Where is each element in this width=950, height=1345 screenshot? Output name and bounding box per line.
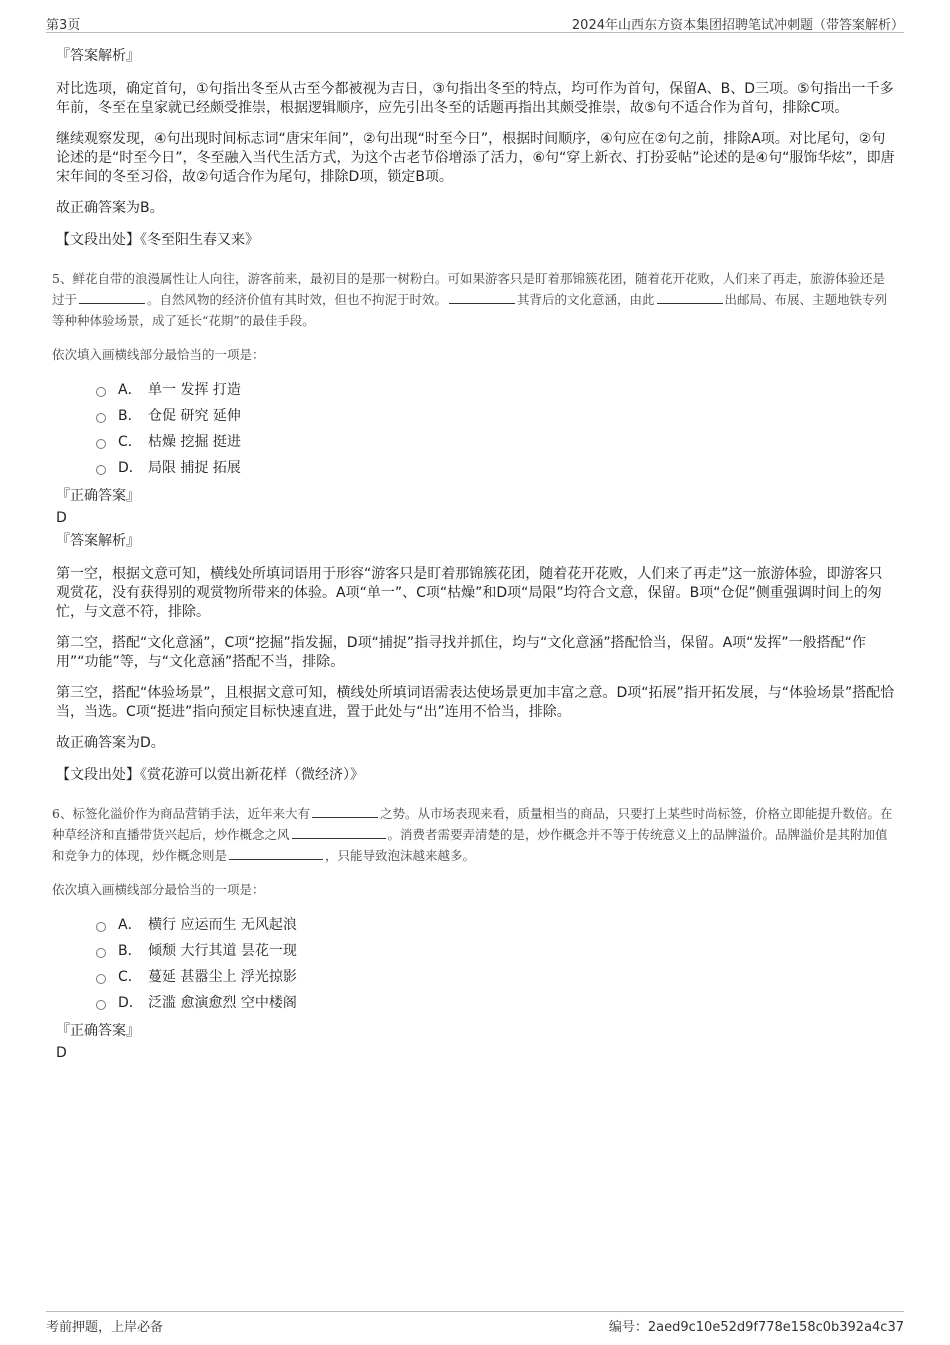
document-body [52,46,896,1066]
q6-options [56,912,896,1016]
q4-conclusion: 故正确答案为B。 [56,200,164,216]
q5-option-a[interactable]: A． 单一 发挥 打造 [96,377,896,403]
radio-icon[interactable] [96,948,106,958]
q5-stem-part-4: 出邮局、布展、主题地铁专列等种种体验场景，成了延长“花期”的最佳手段。 [52,292,888,328]
q6-option-b[interactable]: B． 倾颓 大行其道 昙花一现 [96,938,896,964]
q6-stem-part-1: 6、标签化溢价作为商品营销手法，近年来大有 [52,806,310,821]
page-footer [46,1311,904,1334]
q5-option-d[interactable]: D． 局限 捕捉 拓展 [96,455,896,481]
radio-icon[interactable] [96,1000,106,1010]
q6-option-d[interactable]: D． 泛滥 愈演愈烈 空中楼阁 [96,990,896,1016]
q6-option-a[interactable]: A． 横行 应运而生 无风起浪 [96,912,896,938]
radio-icon[interactable] [96,439,106,449]
q5-option-c[interactable]: C． 枯燥 挖掘 挺进 [96,429,896,455]
q5-answer: D [56,510,67,526]
q6-stem-part-2: 之势。从市场表现来看，质量相当的商品，只要打上某些时尚标签，价格立即能提升数倍。在种草经济和直播带货兴起后，炒作概念之风 [52,806,893,842]
q5-conclusion: 故正确答案为D。 [56,735,165,751]
radio-icon[interactable] [96,413,106,423]
q5-option-b[interactable]: B． 仓促 研究 延伸 [96,403,896,429]
q6-stem-part-4: ，只能导致泡沫越来越多。 [325,848,476,863]
q4-analysis-para-1: 对比选项，确定首句，①句指出冬至从古至今都被视为吉日，③句指出冬至的特点，均可作为首句，保留A、B、D三项。⑤句指出一千多年前，冬至在皇家就已经颇受推崇，根据逻辑顺序，应先引出冬至的话题再指出其颇受推崇，故⑤句不适合作为首句，排除C项。 [56,81,894,116]
q6-blank-2 [292,824,386,839]
q5-blank-3 [657,289,723,304]
q6-blank-1 [312,803,378,818]
q6-stem-part-3: 。消费者需要弄清楚的是，炒作概念并不等于传统意义上的品牌溢价。品牌溢价是其附加值和竞争力的体现，炒作概念则是 [52,827,888,863]
q5-prompt: 依次填入画横线部分最恰当的一项是： [52,347,265,362]
q4-analysis-tag: 『答案解析』 [56,48,140,64]
document-code: 编号：2aed9c10e52d9f778e158c0b392a4c37 [608,1320,904,1335]
radio-icon[interactable] [96,922,106,932]
page-header [46,12,904,33]
radio-icon[interactable] [96,465,106,475]
q4-source: 【文段出处】《冬至阳生春又来》 [56,232,259,248]
q5-answer-tag: 『正确答案』 [56,488,140,504]
q5-options [56,377,896,481]
q5-analysis-tag: 『答案解析』 [56,533,140,549]
page-number: 第3页 [46,18,81,33]
q6-answer: D [56,1045,67,1061]
document-title: 2024年山西东方资本集团招聘笔试冲刺题（带答案解析） [571,18,904,33]
radio-icon[interactable] [96,974,106,984]
q5-analysis-para-2: 第二空，搭配“文化意涵”，C项“挖掘”指发掘，D项“捕捉”指寻找并抓住，均与“文化意涵”搭配恰当，保留。A项“发挥”一般搭配“作用”“功能”等，与“文化意涵”搭配不当，排除。 [56,635,866,670]
q5-stem-part-1: 5、鲜花自带的浪漫属性让人向往，游客前来，最初目的是那一树粉白。可如果游客只是盯着那锦簇花团，随着花开花败，人们来了再走，旅游体验还是过于 [52,271,885,307]
q5-blank-1 [79,289,145,304]
q6-prompt: 依次填入画横线部分最恰当的一项是： [52,882,265,897]
q5-stem-part-2: 。自然风物的经济价值有其时效，但也不拘泥于时效。 [147,292,448,307]
radio-icon[interactable] [96,387,106,397]
q5-stem [52,268,896,331]
q5-stem-part-3: 其背后的文化意涵，由此 [517,292,655,307]
q6-answer-tag: 『正确答案』 [56,1023,140,1039]
q4-analysis-para-2: 继续观察发现，④句出现时间标志词“唐宋年间”，②句出现“时至今日”，根据时间顺序，④句应在②句之前，排除A项。对比尾句，②句论述的是“时至今日”，冬至融入当代生活方式，为这个古老节俗增添了活力，⑥句“穿上新衣、打扮妥帖”论述的是④句“服饰华炫”，即唐宋年间的冬至习俗，故②句适合作为尾句，排除D项，锁定B项。 [56,131,895,185]
q6-stem [52,803,896,866]
q6-blank-3 [229,845,323,860]
q5-analysis-para-3: 第三空，搭配“体验场景”，且根据文意可知，横线处所填词语需表达使场景更加丰富之意。D项“拓展”指开拓发展，与“体验场景”搭配恰当，当选。C项“挺进”指向预定目标快速直进，置于此处与“出”连用不恰当，排除。 [56,685,895,720]
q5-blank-2 [449,289,515,304]
q5-analysis-para-1: 第一空，根据文意可知，横线处所填词语用于形容“游客只是盯着那锦簇花团，随着花开花败，人们来了再走”这一旅游体验，即游客只观赏花，没有获得别的观赏物所带来的体验。A项“单一”、C项“枯燥”和D项“局限”均符合文意，保留。B项“仓促”侧重强调时间上的匆忙，与文意不符，排除。 [56,566,883,620]
footer-slogan: 考前押题，上岸必备 [46,1320,164,1335]
q5-source: 【文段出处】《赏花游可以赏出新花样（微经济）》 [56,767,364,783]
q6-option-c[interactable]: C． 蔓延 甚嚣尘上 浮光掠影 [96,964,896,990]
